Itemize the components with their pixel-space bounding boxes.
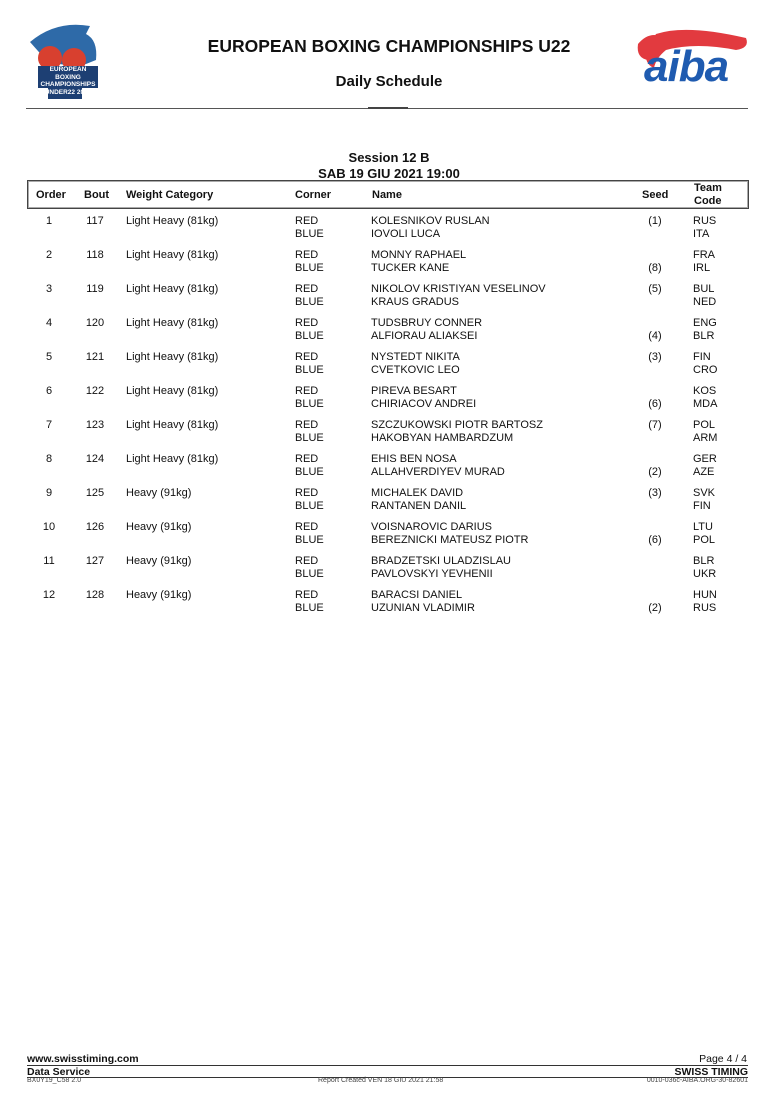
bout-number: 123 [85, 419, 105, 431]
bout-order: 9 [45, 487, 53, 499]
blue-team-code: POL [693, 534, 716, 546]
bout-number: 127 [85, 555, 105, 567]
column-header-corner: Corner [295, 189, 332, 201]
header-divider-mark [368, 107, 408, 109]
table-header [27, 180, 749, 209]
red-team-code: FRA [693, 249, 715, 261]
bout-number: 125 [85, 487, 105, 499]
aiba-wordmark: aiba [644, 42, 729, 91]
championship-logo-text: EUROPEAN BOXING CHAMPIONSHIPS UNDER22 2021 [40, 66, 96, 96]
weight-category: Heavy (91kg) [126, 589, 192, 601]
blue-corner-label: BLUE [295, 296, 324, 308]
weight-category: Heavy (91kg) [126, 555, 192, 567]
footer-divider-1 [27, 1065, 748, 1066]
footer-report-created: Report Created VEN 18 GIU 2021 21:58 [318, 1077, 444, 1084]
column-header-weight: Weight Category [126, 189, 214, 201]
footer-doc-code: BX0Y19_C58 2.0 [27, 1077, 82, 1084]
bout-number: 119 [86, 283, 104, 295]
blue-team-code: CRO [693, 364, 718, 376]
bout-number: 122 [85, 385, 105, 397]
blue-corner-label: BLUE [295, 534, 324, 546]
blue-team-code: UKR [693, 568, 717, 580]
red-seed: (3) [648, 487, 662, 499]
red-corner-label: RED [295, 589, 319, 601]
red-seed: (7) [648, 419, 662, 431]
bout-number: 124 [85, 453, 105, 465]
bout-order: 2 [45, 249, 53, 261]
red-corner-label: RED [295, 487, 319, 499]
weight-category: Light Heavy (81kg) [126, 249, 219, 261]
bout-order: 10 [42, 521, 56, 533]
red-boxer-name: VOISNAROVIC DARIUS [371, 521, 493, 533]
document-subtitle: Daily Schedule [335, 73, 443, 90]
bout-order: 4 [45, 317, 53, 329]
column-header-team-line2: Code [694, 195, 722, 207]
blue-team-code: BLR [693, 330, 715, 342]
bout-order: 7 [45, 419, 53, 431]
session-datetime: SAB 19 GIU 2021 19:00 [318, 166, 460, 181]
weight-category: Light Heavy (81kg) [126, 283, 219, 295]
blue-team-code: MDA [693, 398, 718, 410]
red-boxer-name: EHIS BEN NOSA [371, 453, 457, 465]
red-boxer-name: PIREVA BESART [371, 385, 457, 397]
blue-team-code: FIN [693, 500, 711, 512]
blue-seed: (4) [648, 330, 662, 342]
weight-category: Heavy (91kg) [126, 521, 192, 533]
blue-seed: (2) [648, 602, 662, 614]
blue-team-code: IRL [693, 262, 711, 274]
session-name: Session 12 B [348, 150, 430, 165]
blue-corner-label: BLUE [295, 398, 324, 410]
weight-category: Light Heavy (81kg) [126, 385, 219, 397]
bout-order: 8 [45, 453, 53, 465]
bout-number: 126 [85, 521, 105, 533]
blue-team-code: AZE [693, 466, 715, 478]
footer-brand: SWISS TIMING [674, 1066, 748, 1078]
blue-boxer-name: HAKOBYAN HAMBARDZUM [371, 432, 514, 444]
red-team-code: LTU [693, 521, 713, 533]
red-boxer-name: MICHALEK DAVID [371, 487, 464, 499]
bout-order: 12 [42, 589, 56, 601]
blue-seed: (2) [648, 466, 662, 478]
bout-number: 117 [86, 215, 104, 227]
red-seed: (3) [648, 351, 662, 363]
red-team-code: POL [693, 419, 716, 431]
red-team-code: KOS [693, 385, 717, 397]
blue-seed: (6) [648, 534, 662, 546]
weight-category: Light Heavy (81kg) [126, 215, 219, 227]
document-title: EUROPEAN BOXING CHAMPIONSHIPS U22 [207, 36, 571, 56]
blue-corner-label: BLUE [295, 602, 324, 614]
bout-order: 1 [45, 215, 53, 227]
red-boxer-name: NYSTEDT NIKITA [371, 351, 460, 363]
red-boxer-name: BRADZETSKI ULADZISLAU [371, 555, 511, 567]
red-seed: (5) [648, 283, 662, 295]
blue-boxer-name: ALFIORAU ALIAKSEI [371, 330, 478, 342]
blue-corner-label: BLUE [295, 228, 324, 240]
bout-number: 128 [85, 589, 105, 601]
column-header-seed: Seed [642, 189, 669, 201]
red-team-code: SVK [693, 487, 716, 499]
red-team-code: ENG [693, 317, 717, 329]
blue-team-code: NED [693, 296, 717, 308]
red-corner-label: RED [295, 453, 319, 465]
blue-seed: (8) [648, 262, 662, 274]
red-corner-label: RED [295, 419, 319, 431]
red-seed: (1) [648, 215, 662, 227]
red-corner-label: RED [295, 283, 319, 295]
weight-category: Light Heavy (81kg) [126, 351, 219, 363]
red-boxer-name: TUDSBRUY CONNER [371, 317, 483, 329]
weight-category: Light Heavy (81kg) [126, 317, 219, 329]
footer-website[interactable]: www.swisstiming.com [27, 1053, 139, 1065]
red-team-code: BLR [693, 555, 715, 567]
blue-boxer-name: BEREZNICKI MATEUSZ PIOTR [371, 534, 529, 546]
blue-boxer-name: RANTANEN DANIL [371, 500, 467, 512]
footer-data-service: Data Service [27, 1066, 91, 1078]
bout-order: 6 [45, 385, 53, 397]
weight-category: Heavy (91kg) [126, 487, 192, 499]
red-corner-label: RED [295, 385, 319, 397]
bout-order: 3 [45, 283, 53, 295]
blue-corner-label: BLUE [295, 330, 324, 342]
blue-corner-label: BLUE [295, 568, 324, 580]
blue-corner-label: BLUE [295, 500, 324, 512]
blue-boxer-name: TUCKER KANE [371, 262, 450, 274]
blue-team-code: RUS [693, 602, 717, 614]
red-corner-label: RED [295, 521, 319, 533]
red-boxer-name: MONNY RAPHAEL [371, 249, 467, 261]
blue-corner-label: BLUE [295, 364, 324, 376]
bout-number: 120 [85, 317, 105, 329]
aiba-logo [626, 24, 750, 96]
blue-seed: (6) [648, 398, 662, 410]
column-header-order: Order [36, 189, 66, 201]
blue-boxer-name: PAVLOVSKYI YEVHENII [371, 568, 493, 580]
red-corner-label: RED [295, 317, 319, 329]
column-header-name: Name [372, 189, 402, 201]
red-team-code: HUN [693, 589, 717, 601]
red-boxer-name: BARACSI DANIEL [371, 589, 463, 601]
blue-team-code: ARM [693, 432, 718, 444]
blue-boxer-name: CHIRIACOV ANDREI [371, 398, 477, 410]
bout-order: 11 [43, 555, 55, 567]
column-header-team-line1: Team [694, 182, 722, 194]
red-corner-label: RED [295, 351, 319, 363]
blue-boxer-name: UZUNIAN VLADIMIR [371, 602, 475, 614]
weight-category: Light Heavy (81kg) [126, 453, 219, 465]
blue-boxer-name: ALLAHVERDIYEV MURAD [371, 466, 505, 478]
column-header-bout: Bout [84, 189, 110, 201]
bout-order: 5 [45, 351, 53, 363]
footer-page-number: Page 4 / 4 [699, 1053, 747, 1065]
footer-reference: 0010-036c-AIBA.ORG-30-82601 [646, 1077, 748, 1084]
red-team-code: GER [693, 453, 717, 465]
red-boxer-name: SZCZUKOWSKI PIOTR BARTOSZ [371, 419, 543, 431]
weight-category: Light Heavy (81kg) [126, 419, 219, 431]
red-corner-label: RED [295, 249, 319, 261]
blue-corner-label: BLUE [295, 262, 324, 274]
bout-number: 121 [85, 351, 105, 363]
blue-corner-label: BLUE [295, 432, 324, 444]
red-team-code: RUS [693, 215, 717, 227]
red-team-code: BUL [693, 283, 715, 295]
blue-boxer-name: IOVOLI LUCA [371, 228, 441, 240]
blue-boxer-name: KRAUS GRADUS [371, 296, 460, 308]
red-corner-label: RED [295, 555, 319, 567]
red-corner-label: RED [295, 215, 319, 227]
red-boxer-name: NIKOLOV KRISTIYAN VESELINOV [371, 283, 546, 295]
red-team-code: FIN [693, 351, 711, 363]
blue-boxer-name: CVETKOVIC LEO [371, 364, 460, 376]
blue-team-code: ITA [693, 228, 710, 240]
red-boxer-name: KOLESNIKOV RUSLAN [371, 215, 490, 227]
bout-number: 118 [86, 249, 104, 261]
blue-corner-label: BLUE [295, 466, 324, 478]
